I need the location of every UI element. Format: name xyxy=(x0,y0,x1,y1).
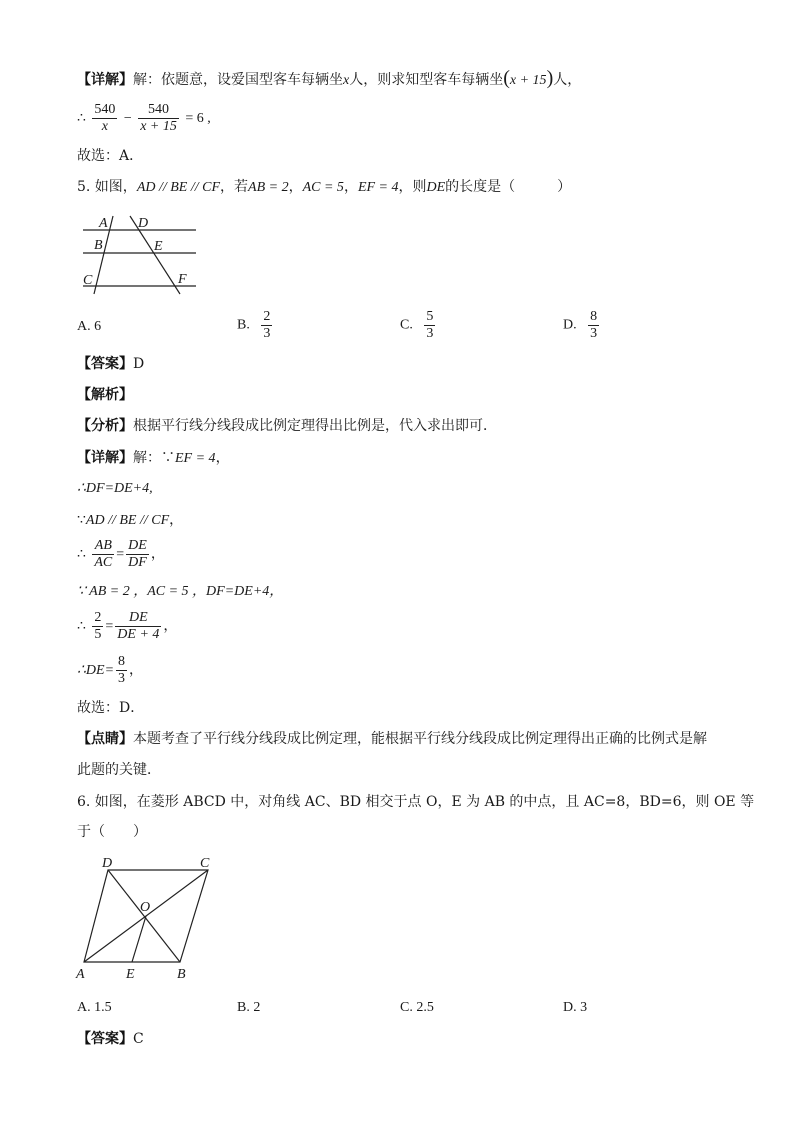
segment-oe xyxy=(132,916,146,962)
math-var: x xyxy=(343,73,350,88)
q6-option-b: B. 2 xyxy=(237,1000,261,1015)
label-b: B xyxy=(94,238,103,253)
denominator: x + 15 xyxy=(140,118,177,134)
numerator: DE xyxy=(115,610,161,627)
text: 解：∵ xyxy=(133,450,175,466)
fenxi-tag: 【分析】 xyxy=(77,418,133,434)
denominator: AC xyxy=(94,554,113,570)
math-expr: x + 15 xyxy=(509,73,547,88)
equation-rhs: = 6 , xyxy=(185,111,211,126)
paren-open: ( xyxy=(503,67,510,89)
fraction xyxy=(116,654,127,687)
text: 5. 如图， xyxy=(77,179,137,195)
answer-value: D xyxy=(133,356,145,372)
q5-stem xyxy=(77,177,571,198)
q6-option-d: D. 3 xyxy=(563,1000,588,1015)
numerator: DE xyxy=(128,537,147,553)
fraction xyxy=(424,309,435,342)
because-symbol: ∵ xyxy=(77,512,86,528)
prev-solution-line1 xyxy=(77,68,581,91)
q5-option-b xyxy=(237,309,274,342)
q6-stem-line2: 于（ ） xyxy=(77,824,147,840)
label-o: O xyxy=(140,900,151,915)
therefore-symbol: ∴ xyxy=(77,546,86,562)
minus-sign: − xyxy=(123,111,132,126)
fraction xyxy=(126,538,149,571)
q5-sol-line1 xyxy=(77,448,230,469)
q6-option-a: A. 1.5 xyxy=(77,1000,112,1015)
label-f: F xyxy=(178,272,187,287)
q5-option-d xyxy=(563,309,601,342)
q5-sol-line2: ∴DF=DE+4, xyxy=(77,481,153,496)
text: 的长度是（ ） xyxy=(445,179,572,195)
math-expr: AD // BE // CF xyxy=(136,180,221,195)
analysis-tag: 【解析】 xyxy=(77,387,133,403)
numerator: 8 xyxy=(590,309,598,324)
text: ， xyxy=(129,662,144,678)
fraction xyxy=(138,102,179,135)
denominator: 3 xyxy=(590,326,598,341)
equals-sign: = xyxy=(116,547,125,562)
answer-tag: 【答案】 xyxy=(77,356,133,372)
q5-sol-line8: 故选：D． xyxy=(77,700,145,716)
text: ， xyxy=(169,512,184,528)
therefore-symbol: ∴ xyxy=(77,618,86,634)
q5-option-c xyxy=(400,309,437,342)
label-e: E xyxy=(154,239,163,254)
text: ， xyxy=(288,179,303,195)
q5-sol-line7 xyxy=(77,652,143,689)
denominator: DF xyxy=(128,554,147,570)
label-c: C xyxy=(83,273,93,288)
text: 人， xyxy=(553,72,582,88)
label-c: C xyxy=(200,856,210,871)
math-expr: AC = 5 xyxy=(302,180,344,195)
detail-tag: 【详解】 xyxy=(77,72,133,88)
label-d: D xyxy=(138,216,149,231)
math-expr: AD // BE // CF xyxy=(85,513,170,528)
answer-value: C xyxy=(133,1031,144,1047)
numerator: 8 xyxy=(118,653,126,669)
fraction xyxy=(261,309,272,342)
q6-stem-line1: 6. 如图，在菱形 ABCD 中，对角线 AC、BD 相交于点 O，E 为 AB 的中点，且 AC=8，BD=6，则 OE 等 xyxy=(77,794,755,810)
label-a: A xyxy=(76,967,85,982)
label-a: A xyxy=(99,216,108,231)
denominator: 3 xyxy=(426,326,434,341)
q5-sol-line3 xyxy=(77,510,183,531)
q6-figure xyxy=(74,854,224,982)
therefore-symbol: ∴ xyxy=(77,110,86,126)
numerator: 540 xyxy=(94,101,116,117)
text: 解：依题意，设爱国型客车每辆坐 xyxy=(133,72,343,88)
fraction xyxy=(115,610,161,643)
q5-sol-line6 xyxy=(77,608,177,645)
q5-analysis-heading xyxy=(77,385,133,405)
q6-option-c: C. 2.5 xyxy=(400,1000,434,1015)
answer-tag: 【答案】 xyxy=(77,1031,133,1047)
numerator: 5 xyxy=(426,309,434,324)
label-e: E xyxy=(126,967,135,982)
denominator: x xyxy=(101,118,108,134)
option-prefix: C. xyxy=(400,317,413,333)
q5-fenxi xyxy=(77,416,497,436)
q5-figure xyxy=(78,210,203,300)
option-prefix: B. xyxy=(237,317,250,333)
q5-dianjing-line1 xyxy=(77,729,707,749)
q5-sol-line4 xyxy=(77,536,165,573)
q5-option-a: A. 6 xyxy=(77,319,102,334)
text: 本题考查了平行线分线段成比例定理，能根据平行线分线段成比例定理得出正确的比例式是解 xyxy=(133,731,707,747)
dianjing-tag: 【点睛】 xyxy=(77,731,133,747)
q5-dianjing-line2: 此题的关键． xyxy=(77,762,161,778)
math-expr: AB = 2 xyxy=(248,180,289,195)
denominator: DE + 4 xyxy=(117,626,160,642)
label-d: D xyxy=(102,856,113,871)
prev-solution-choice: 故选：A． xyxy=(77,148,144,164)
math-expr: DE xyxy=(426,180,446,195)
numerator: 2 xyxy=(94,609,102,625)
q6-answer xyxy=(77,1029,144,1049)
fraction xyxy=(92,102,117,135)
numerator: AB xyxy=(92,538,114,555)
text: ， xyxy=(150,546,165,562)
denominator: 3 xyxy=(263,326,271,341)
text: ， xyxy=(215,450,230,466)
text: ， xyxy=(163,618,178,634)
diagonal-bd xyxy=(108,870,180,962)
denominator: 5 xyxy=(94,626,102,642)
prev-solution-equation xyxy=(77,100,211,137)
q5-sol-line5: ∵ AB = 2 ，AC = 5 ，DF=DE+4， xyxy=(77,584,284,599)
text: ，若 xyxy=(220,179,249,195)
option-prefix: D. xyxy=(563,317,577,333)
q5-answer xyxy=(77,354,144,374)
numerator: 540 xyxy=(138,102,179,119)
text: 人，则求知型客车每辆坐 xyxy=(349,72,504,88)
detail-tag: 【详解】 xyxy=(77,450,133,466)
math-expr: ∴DE= xyxy=(77,663,115,678)
paren-close: ) xyxy=(546,67,554,89)
fraction xyxy=(588,309,599,342)
text: ， xyxy=(343,179,358,195)
label-b: B xyxy=(177,967,186,982)
numerator: 2 xyxy=(263,309,271,324)
fraction xyxy=(92,610,103,643)
math-expr: EF = 4 xyxy=(175,451,216,466)
denominator: 3 xyxy=(118,670,126,686)
fraction xyxy=(92,538,114,571)
text: ，则 xyxy=(398,179,427,195)
math-expr: EF = 4 xyxy=(357,180,399,195)
equals-sign: = xyxy=(105,619,114,634)
text: 根据平行线分线段成比例定理得出比例是，代入求出即可． xyxy=(133,418,497,434)
